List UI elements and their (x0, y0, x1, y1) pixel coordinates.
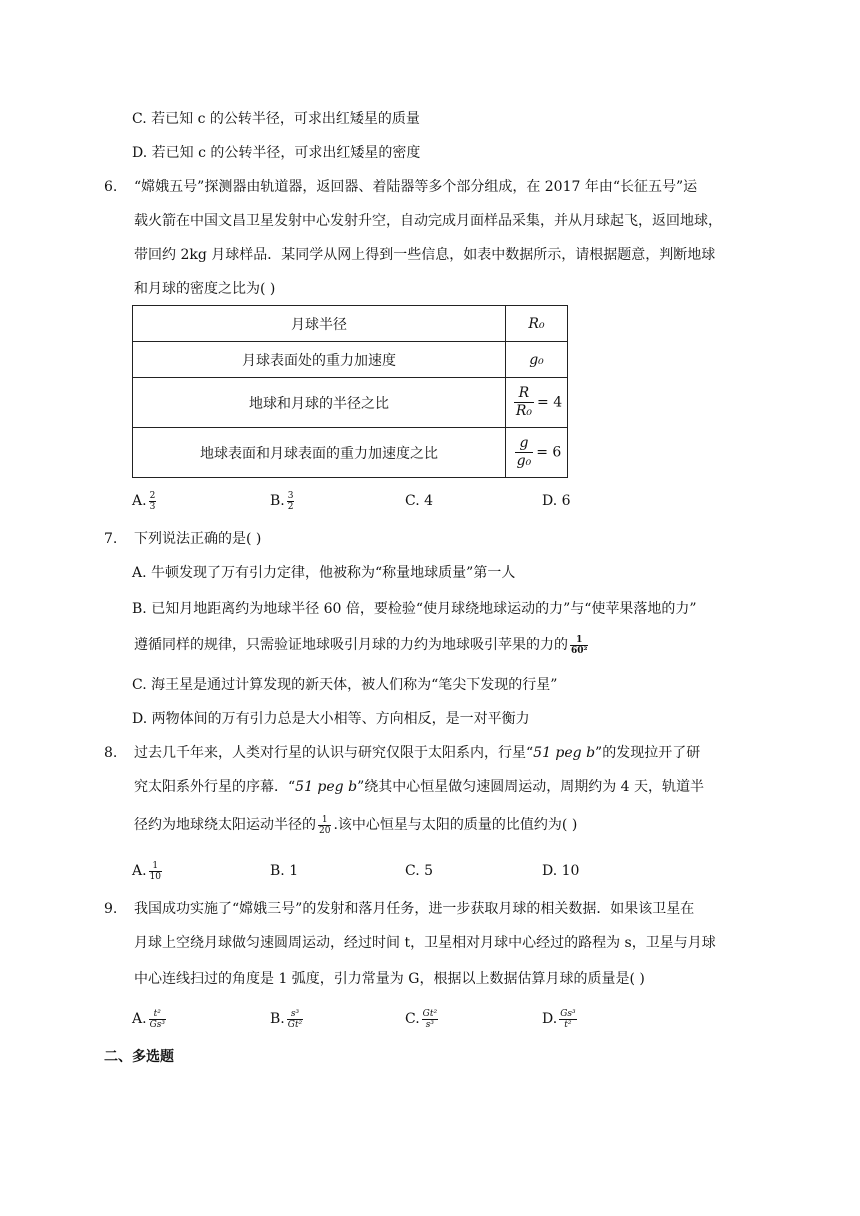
planet-name: 51 peg b (533, 745, 596, 761)
table-value: R₀ (506, 306, 568, 342)
q5-option-d: D. 若已知 c 的公转半径，可求出红矮星的密度 (132, 145, 421, 161)
q6-option-a: A. $\frac{2}{3}$ (132, 490, 156, 512)
q8-line3: 径约为地球绕太阳运动半径的 $\frac{1}{20}$ .该中心恒星与太阳的质量的比值约为( ) (134, 814, 578, 836)
q8-line1: 过去几千年来，人类对行星的认识与研究仅限于太阳系内，行星“51 peg b”的发现拉开了研 (134, 745, 701, 761)
q6-line4: 和月球的密度之比为( ) (134, 281, 276, 297)
section-heading: 二、多选题 (104, 1049, 174, 1065)
q7-option-d: D. 两物体间的万有引力总是大小相等、方向相反，是一对平衡力 (132, 711, 530, 727)
q8-option-c: C. 5 (405, 863, 434, 879)
q8-line2: 究太阳系外行星的序幕．“51 peg b”绕其中心恒星做匀速圆周运动，周期约为 4 天，轨道半 (134, 779, 705, 795)
q9-number: 9. (104, 901, 118, 917)
q7-option-c: C. 海王星是通过计算发现的新天体，被人们称为“笔尖下发现的行星” (132, 677, 558, 693)
q6-option-d: D. 6 (542, 493, 571, 509)
q7-number: 7. (104, 531, 118, 547)
q8-option-a: A. $\frac{1}{10}$ (132, 860, 162, 882)
q9-option-c: C. $\frac{\text{Gt²}}{\text{s³}}$ (405, 1008, 438, 1030)
q6-line1: “嫦娥五号”探测器由轨道器，返回器、着陆器等多个部分组成，在 2017 年由“长征五号”运 (134, 179, 698, 195)
q7-option-a: A. 牛顿发现了万有引力定律，他被称为“称量地球质量”第一人 (132, 565, 516, 581)
q8-option-d: D. 10 (542, 863, 580, 879)
table-value: $\frac{R}{\text{R₀}}$ = 4 (506, 378, 568, 428)
q6-option-b: B. $\frac{3}{2}$ (270, 490, 294, 512)
table-label: 地球表面和月球表面的重力加速度之比 (133, 428, 506, 478)
q9-line2: 月球上空绕月球做匀速圆周运动，经过时间 t，卫星相对月球中心经过的路程为 s，卫星与月球 (134, 935, 716, 951)
q9-line1: 我国成功实施了“嫦娥三号”的发射和落月任务，进一步获取月球的相关数据．如果该卫星在 (134, 901, 695, 917)
table-value: g₀ (506, 342, 568, 378)
table-label: 月球半径 (133, 306, 506, 342)
q6-line3: 带回约 2kg 月球样品．某同学从网上得到一些信息，如表中数据所示，请根据题意，判断地球 (134, 247, 716, 263)
q9-option-b: B. $\frac{\text{s³}}{\text{Gt²}}$ (270, 1008, 303, 1030)
q7-option-b-cont: 遵循同样的规律，只需验证地球吸引月球的力约为地球吸引苹果的力的 $\frac{1}{\text{60²}}$ (134, 634, 588, 656)
table-label: 地球和月球的半径之比 (133, 378, 506, 428)
q6-data-table (132, 305, 568, 478)
q9-line3: 中心连线扫过的角度是 1 弧度，引力常量为 G，根据以上数据估算月球的质量是( ) (134, 971, 645, 987)
table-value: $\frac{g}{\text{g₀}}$ = 6 (506, 428, 568, 478)
q5-option-c: C. 若已知 c 的公转半径，可求出红矮星的质量 (132, 111, 420, 127)
q8-number: 8. (104, 745, 118, 761)
q8-option-b: B. 1 (270, 863, 299, 879)
q7-option-b: B. 已知月地距离约为地球半径 60 倍，要检验“使月球绕地球运动的力”与“使苹果落地的力” (132, 601, 697, 617)
q6-number: 6. (104, 179, 118, 195)
planet-name: 51 peg b (295, 779, 358, 795)
q6-line2: 载火箭在中国文昌卫星发射中心发射升空，自动完成月面样品采集，并从月球起飞，返回地球， (134, 213, 722, 229)
q9-option-a: A. $\frac{\text{t²}}{\text{Gs³}}$ (132, 1008, 165, 1030)
q9-option-d: D. $\frac{\text{Gs³}}{\text{t²}}$ (542, 1008, 576, 1030)
q7-stem: 下列说法正确的是( ) (134, 531, 262, 547)
table-label: 月球表面处的重力加速度 (133, 342, 506, 378)
q6-option-c: C. 4 (405, 493, 434, 509)
